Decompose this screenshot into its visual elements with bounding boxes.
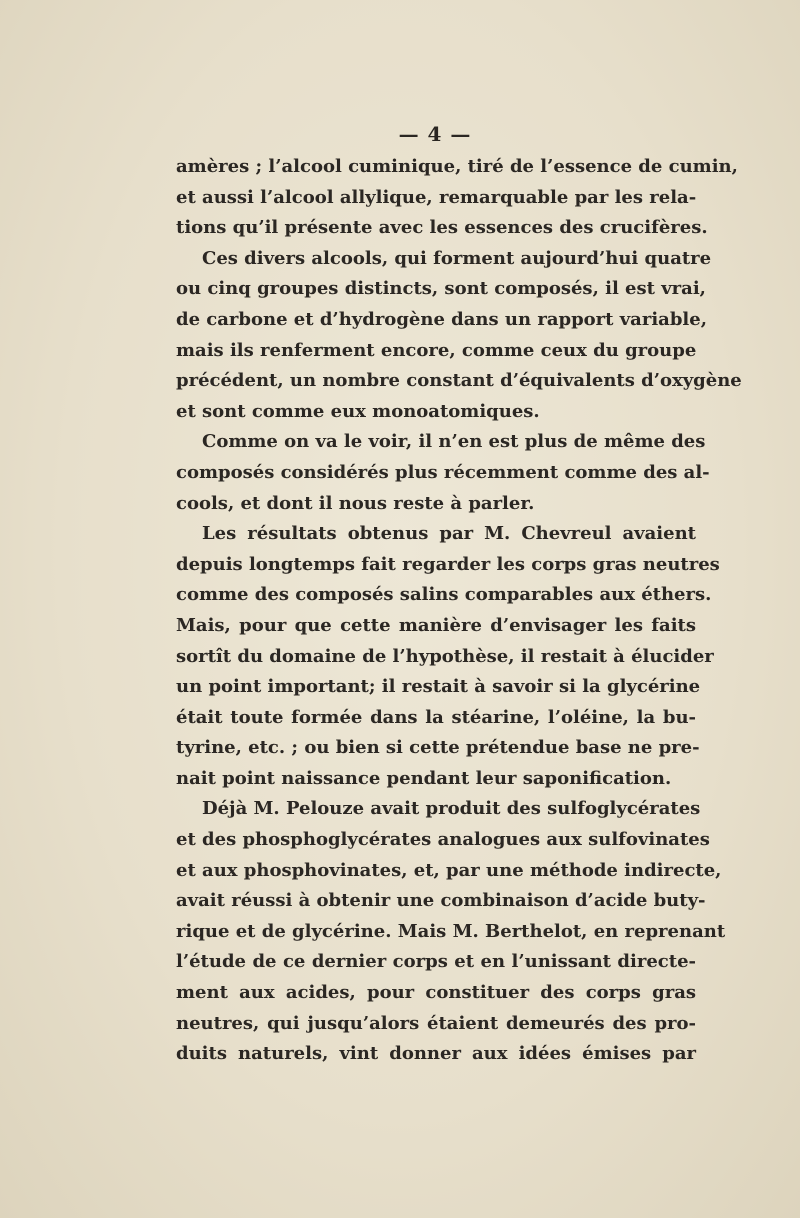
text-line: composés considérés plus récemment comme des al- <box>176 461 710 483</box>
text-line: Mais, pour que cette manière d’envisager les faits <box>176 614 696 636</box>
text-line: et sont comme eux monoatomiques. <box>176 400 540 422</box>
text-line: Les résultats obtenus par M. Chevreul avaient <box>202 523 696 545</box>
text-line: depuis longtemps fait regarder les corps gras neutres <box>176 553 720 575</box>
text-line: duits naturels, vint donner aux idées émises par <box>176 1043 696 1065</box>
text-line: de carbone et d’hydrogène dans un rapport variable, <box>176 308 707 330</box>
page-number: — 4 — <box>398 122 472 146</box>
text-line: tyrine, etc. ; ou bien si cette prétendue base ne pre- <box>176 737 700 759</box>
text-line: un point important; il restait à savoir si la glycérine <box>176 676 701 698</box>
text-line: et aussi l’alcool allylique, remarquable par les rela- <box>176 186 697 208</box>
text-line: et des phosphoglycérates analogues aux sulfovinates <box>176 829 710 851</box>
text-line: sortît du domaine de l’hypothèse, il restait à élucider <box>176 645 714 667</box>
text-line: neutres, qui jusqu’alors étaient demeurés des pro- <box>176 1012 696 1034</box>
text-line: précédent, un nombre constant d’équivalents d’oxygène <box>176 370 742 392</box>
text-line: Comme on va le voir, il n’en est plus de même des <box>202 431 706 453</box>
text-line: Ces divers alcools, qui forment aujourd’hui quatre <box>202 247 712 269</box>
body-text <box>176 152 742 1070</box>
text-line: ou cinq groupes distincts, sont composés, il est vrai, <box>176 278 706 300</box>
text-line: tions qu’il présente avec les essences des crucifères. <box>176 217 708 239</box>
text-line: ment aux acides, pour constituer des corps gras <box>176 982 696 1004</box>
text-line: nait point naissance pendant leur saponification. <box>176 767 672 789</box>
text-line: avait réussi à obtenir une combinaison d’acide buty- <box>176 890 706 912</box>
text-line: amères ; l’alcool cuminique, tiré de l’essence de cumin, <box>176 156 738 177</box>
text-line: était toute formée dans la stéarine, l’oléine, la bu- <box>176 706 696 728</box>
text-line: mais ils renferment encore, comme ceux du groupe <box>176 339 697 361</box>
text-line: et aux phosphovinates, et, par une méthode indirecte, <box>176 859 722 881</box>
text-line: rique et de glycérine. Mais M. Berthelot, en reprenant <box>176 920 726 942</box>
text-line: Déjà M. Pelouze avait produit des sulfoglycérates <box>202 798 701 820</box>
text-line: cools, et dont il nous reste à parler. <box>176 492 535 514</box>
text-line: l’étude de ce dernier corps et en l’unissant directe- <box>176 951 696 973</box>
text-line: comme des composés salins comparables aux éthers. <box>176 584 712 606</box>
